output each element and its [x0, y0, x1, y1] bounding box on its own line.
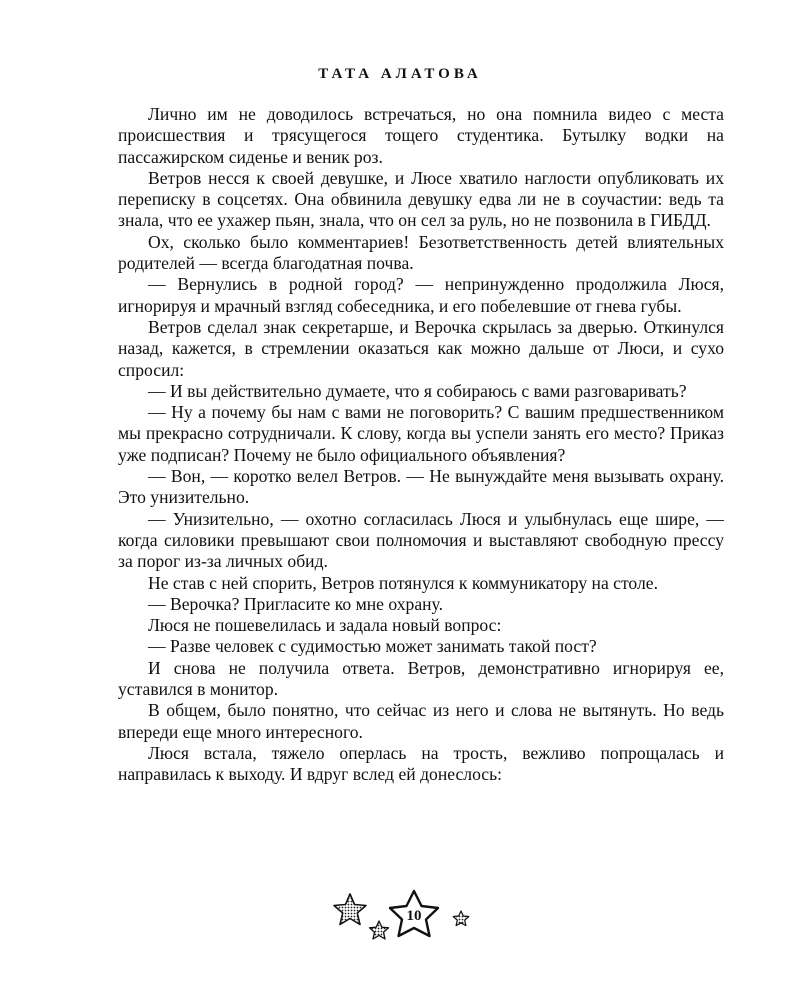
paragraph: В общем, было понятно, что сейчас из него и слова не вытянуть. Но ведь впереди еще много интересного. [118, 700, 724, 742]
paragraph: — Разве человек с судимостью может занимать такой пост? [148, 636, 597, 657]
paragraph: Не став с ней спорить, Ветров потянулся к коммуникатору на столе. [148, 572, 658, 593]
paragraph: — Унизительно, — охотно согласилась Люся и улыбнулась еще шире, — когда силовики превышают свои полномочия и выставляют свободную прессу за порог из-за личных обид. [118, 508, 724, 572]
star-icon [370, 921, 389, 939]
star-icon [334, 894, 366, 925]
running-head-author: ТАТА АЛАТОВА [318, 66, 482, 82]
page-number-ornament [320, 888, 490, 948]
paragraph: И снова не получила ответа. Ветров, демонстративно игнорируя ее, уставился в монитор. [118, 657, 724, 700]
paragraph: Лично им не доводилось встречаться, но она помнила видео с места происшествия и трясущегося тощего студентика. Бутылку водки на пассажирском сиденье и веник роз. [118, 104, 724, 167]
paragraph: — Верочка? Пригласите ко мне охрану. [148, 593, 443, 614]
star-ornament-svg [320, 888, 490, 948]
paragraph: Ветров несся к своей девушке, и Люсе хватило наглости опубликовать их переписку в соцсетях. Она обвинила девушку едва ли не в соучастии: ведь та знала, что ее ухажер пьян, знала, что он сел за руль, но не позвонила в ГИБДД. [118, 167, 724, 231]
paragraph: — Вернулись в родной город? — непринужденно продолжила Люся, игнорируя и мрачный взгляд собеседника, и его побелевшие от гнева губы. [118, 274, 724, 316]
page-number: 10 [406, 908, 422, 924]
paragraph: Ветров сделал знак секретарше, и Верочка скрылась за дверью. Откинулся назад, кажется, в стремлении оказаться как можно дальше от Люси, и сухо спросил: [118, 316, 724, 380]
star-icon [453, 911, 469, 926]
paragraph: Люся не пошевелилась и задала новый вопрос: [148, 615, 502, 636]
paragraph: — Вон, — коротко велел Ветров. — Не вынуждайте меня вызывать охрану. Это унизительно. [118, 466, 724, 508]
paragraph: — Ну а почему бы нам с вами не поговорить? С вашим предшественником мы прекрасно сотрудничали. К слову, когда вы успели занять его место? Приказ уже подписан? Почему не было официального объявления? [118, 402, 724, 465]
paragraph: — И вы действительно думаете, что я собираюсь с вами разговаривать? [148, 380, 687, 401]
paragraph: Ох, сколько было комментариев! Безответственность детей влиятельных родителей — всегда благодатная почва. [118, 231, 724, 274]
paragraph: Люся встала, тяжело оперлась на трость, вежливо попрощалась и направилась к выходу. И вдруг вслед ей донеслось: [118, 742, 724, 785]
body-text [118, 104, 724, 786]
